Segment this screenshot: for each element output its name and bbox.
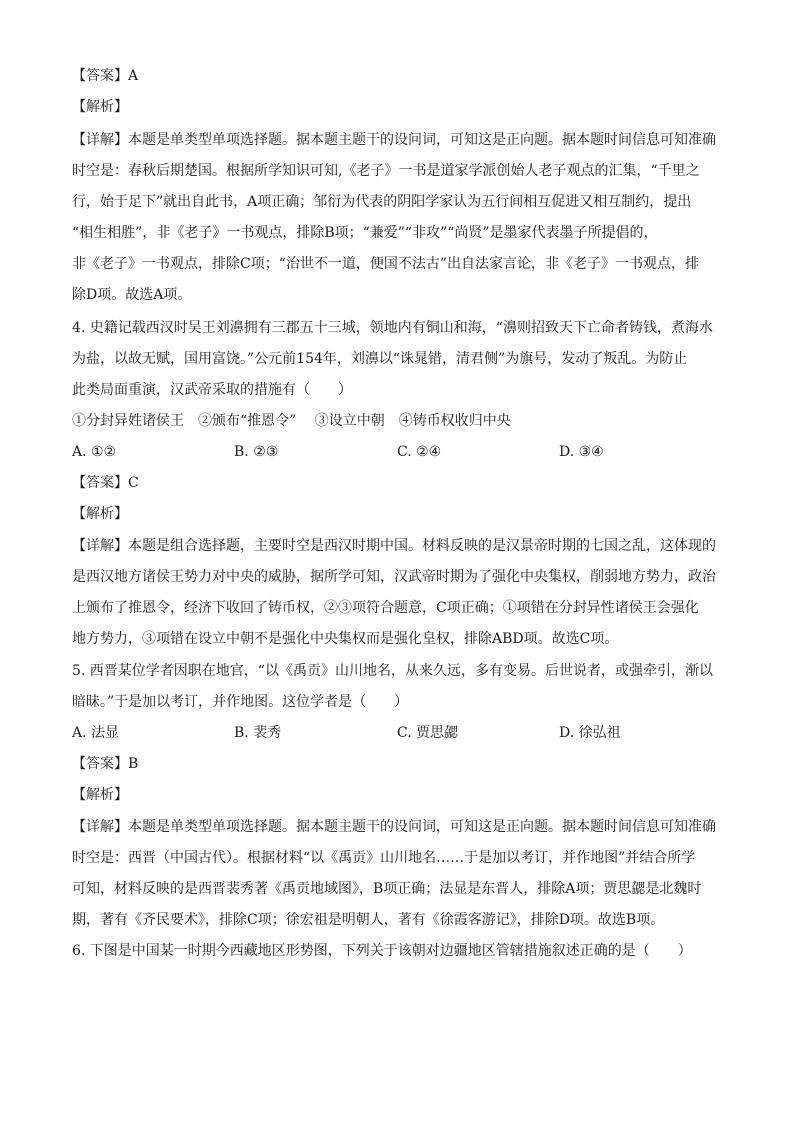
q5-detail-line: 期，著有《齐民要术》，排除C项；徐宏祖是明朝人，著有《徐霞客游记》，排除D项。故选B项。 (72, 912, 665, 928)
q5-stem-line: 暗昧。”于是加以考订，并作地图。这位学者是（ ） (72, 694, 409, 710)
q5-detail-line: 时空是：西晋（中国古代）。根据材料“以《禹贡》山川地名……于是加以考订，并作地图”并结合所学 (72, 850, 696, 866)
q5-option-c: C. 贾思勰 (397, 725, 459, 741)
q4-detail-line: 是西汉地方诸侯王势力对中央的威胁，据所学可知，汉武帝时期为了强化中央集权，削弱地方势力，政治 (72, 569, 716, 585)
q5-detail-line: 可知，材料反映的是西晋裴秀著《禹贡地域图》，B项正确；法显是东晋人，排除A项；贾思勰是北魏时 (72, 881, 702, 897)
q5-option-d: D. 徐弘祖 (559, 725, 621, 741)
q5-detail-line: 【详解】本题是单类型单项选择题。据本题主题干的设问词，可知这是正向题。据本题时间信息可知准确 (72, 819, 716, 835)
q4-option-d: D. ③④ (559, 444, 604, 460)
q5-stem-line: 5. 西晋某位学者因职在地官，“以《禹贡》山川地名，从来久远，多有变易。后世说者，或强牵引，渐以 (72, 663, 713, 679)
q4-detail-line: 上颁布了推恩令，经济下收回了铸币权，②③项符合题意，C项正确；①项错在分封异性诸侯王会强化 (72, 600, 699, 616)
q5-analysis-label: 【解析】 (72, 787, 128, 803)
q3-detail-line: 【详解】本题是单类型单项选择题。据本题主题干的设问词，可知这是正向题。据本题时间信息可知准确 (72, 132, 716, 148)
q3-detail-line: 行，始于足下”就出自此书，A项正确；邹衍为代表的阴阳学家认为五行间相互促进又相互制约，提出 (72, 194, 692, 210)
q3-detail-line: “相生相胜”，非《老子》一书观点，排除B项；“兼爱”“非攻”“尚贤”是墨家代表墨子所提倡的， (72, 225, 658, 241)
q3-detail-line: 除D项。故选A项。 (72, 287, 192, 303)
q4-option-a: A. ①② (72, 444, 117, 460)
q3-detail-line: 非《老子》一书观点，排除C项；“治世不一道，便国不法古”出自法家言论，非《老子》一书观点，排 (72, 256, 700, 272)
q3-answer: 【答案】A (72, 68, 139, 84)
q5-option-b: B. 裴秀 (234, 725, 282, 741)
q5-answer: 【答案】B (72, 756, 139, 772)
q4-detail-line: 地方势力，③项错在设立中朝不是强化中央集权而是强化皇权，排除ABD项。故选C项。 (72, 631, 619, 647)
q4-stem-line: 为盐，以故无赋，国用富饶。”公元前154年，刘濞以“诛晁错，清君侧”为旗号，发动了叛乱。为防止 (72, 351, 688, 367)
q3-analysis-label: 【解析】 (72, 99, 128, 115)
q5-option-a: A. 法显 (72, 725, 120, 741)
q6-stem: 6. 下图是中国某一时期今西藏地区形势图，下列关于该朝对边疆地区管辖措施叙述正确的是（ ） (72, 943, 692, 959)
q3-detail-line: 时空是：春秋后期楚国。根据所学知识可知,《老子》一书是道家学派创始人老子观点的汇集，“千里之 (72, 163, 700, 179)
q4-analysis-label: 【解析】 (72, 506, 128, 522)
q4-option-c: C. ②④ (397, 444, 442, 460)
q4-option-b: B. ②③ (234, 444, 279, 460)
q4-stem-line: 此类局面重演，汉武帝采取的措施有（ ） (72, 382, 352, 398)
q4-detail-line: 【详解】本题是组合选择题，主要时空是西汉时期中国。材料反映的是汉景帝时期的七国之乱，这体现的 (72, 538, 716, 554)
q4-answer: 【答案】C (72, 475, 139, 491)
q4-stem-line: 4. 史籍记载西汉时吴王刘濞拥有三郡五十三城，领地内有铜山和海，“濞则招致天下亡命者铸钱，煮海水 (72, 320, 713, 336)
q4-items: ①分封异姓诸侯王 ②颁布“推恩令” ③设立中朝 ④铸币权收归中央 (72, 413, 511, 429)
